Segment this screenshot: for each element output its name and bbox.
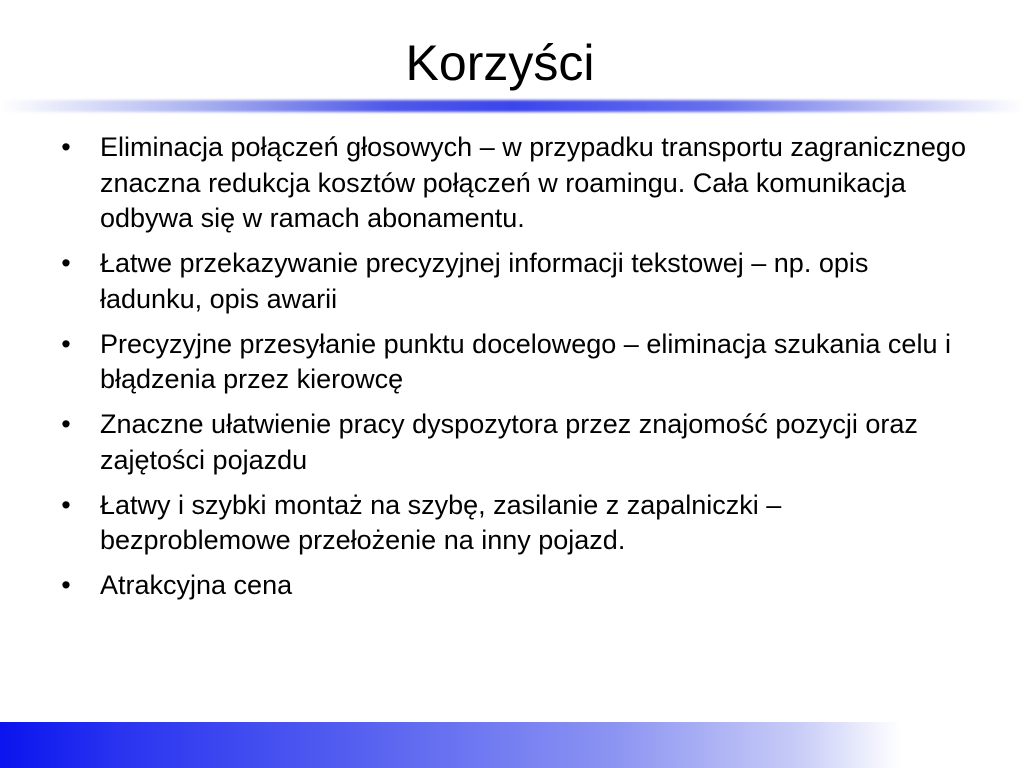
bullet-text: Eliminacja połączeń głosowych – w przypadku transportu zagranicznego znaczna redukcja kosztów połączeń w roamingu. Cała komunikacja odbywa się w ramach abonamentu. <box>100 132 966 233</box>
bullet-icon: • <box>61 132 71 162</box>
bullet-text: Precyzyjne przesyłanie punktu docelowego – eliminacja szukania celu i błądzenia przez kierowcę <box>100 328 951 394</box>
bullet-icon: • <box>61 248 71 278</box>
bullet-icon: • <box>61 328 71 359</box>
slide-title: Korzyści <box>405 35 595 91</box>
list-item <box>56 246 976 317</box>
bullet-list <box>56 130 976 613</box>
bullet-text: Łatwy i szybki montaż na szybę, zasilanie z zapalniczki – bezproblemowe przełożenie na inny pojazd. <box>100 489 782 555</box>
bullet-icon: • <box>61 409 71 439</box>
footer-gradient-bar <box>0 722 1024 768</box>
bullet-icon: • <box>61 570 71 600</box>
bullet-text: Łatwe przekazywanie precyzyjnej informacji tekstowej – np. opis ładunku, opis awarii <box>100 248 869 314</box>
list-item <box>56 488 976 559</box>
bullet-text: Atrakcyjna cena <box>100 570 293 600</box>
list-item <box>56 407 976 478</box>
title-divider <box>0 100 1024 112</box>
list-item <box>56 130 976 237</box>
bullet-text: Znaczne ułatwienie pracy dyspozytora przez znajomość pozycji oraz zajętości pojazdu <box>100 409 918 475</box>
bullet-icon: • <box>61 489 71 520</box>
list-item <box>56 568 976 604</box>
list-item <box>56 327 976 398</box>
